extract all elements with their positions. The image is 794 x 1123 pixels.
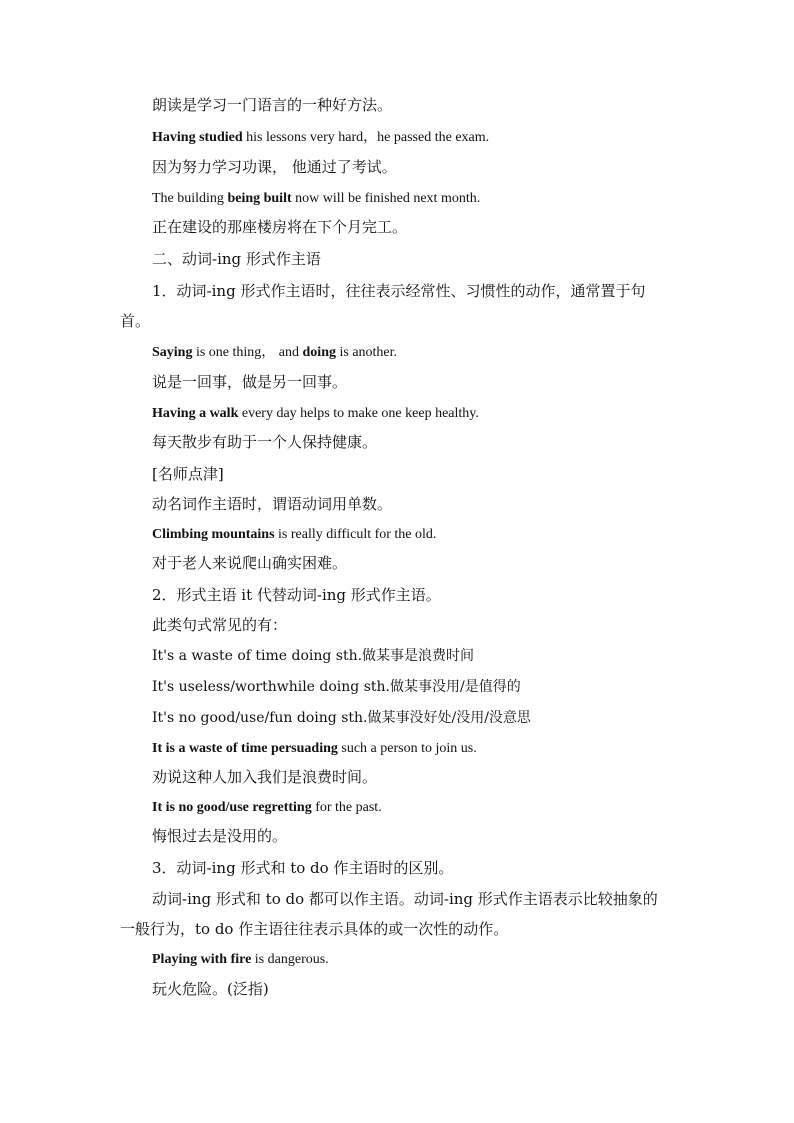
example-sentence — [152, 739, 477, 759]
text: It's useless/worthwhile doing sth.做某事没用/是值得的 — [152, 679, 521, 695]
sentence-pattern — [152, 708, 531, 728]
text: It's no good/use/fun doing sth.做某事没好处/没用/没意思 — [152, 710, 531, 726]
translation — [152, 767, 377, 787]
translation — [152, 157, 397, 177]
text: 说是一回事，做是另一回事。 — [152, 373, 348, 391]
text: 2．形式主语 it 代替动词-ing 形式作主语。 — [152, 586, 441, 604]
text: 二、动词-ing 形式作主语 — [152, 250, 321, 268]
text: 悔恨过去是没用的。 — [152, 827, 288, 845]
bold-phrase: Having a walk — [152, 406, 239, 421]
bold-phrase: Saying — [152, 345, 193, 360]
example-sentence — [152, 404, 479, 424]
text: It's a waste of time doing sth.做某事是浪费时间 — [152, 648, 475, 664]
example-sentence — [152, 343, 397, 363]
text: 因为努力学习功课， 他通过了考试。 — [152, 158, 397, 176]
text: is really difficult for the old. — [274, 527, 437, 542]
text: 劝说这种人加入我们是浪费时间。 — [152, 768, 378, 786]
translation — [152, 553, 347, 573]
sentence-pattern — [152, 646, 474, 666]
text: 玩火危险。(泛指) — [152, 980, 269, 998]
bold-phrase: It is a waste of time persuading — [152, 741, 338, 756]
example-sentence — [152, 128, 489, 148]
rule-paragraph-continued — [120, 919, 508, 939]
text: 每天散步有助于一个人保持健康。 — [152, 433, 378, 451]
text: 动词-ing 形式和 to do 都可以作主语。动词-ing 形式作主语表示比较抽象的 — [152, 890, 658, 908]
example-sentence — [152, 525, 436, 545]
bold-phrase: Playing with fire — [152, 952, 252, 967]
text: is one thing， and — [192, 345, 303, 360]
text: [名师点津] — [152, 465, 224, 483]
text: 正在建设的那座楼房将在下个月完工。 — [152, 218, 408, 236]
translation — [152, 372, 347, 392]
bold-phrase: being built — [227, 191, 292, 206]
text: his lessons very hard，he passed the exam. — [242, 130, 490, 145]
rule-paragraph — [152, 889, 658, 909]
text: 1．动词-ing 形式作主语时，往往表示经常性、习惯性的动作，通常置于句 — [152, 282, 646, 300]
text: is another. — [335, 345, 398, 360]
bold-phrase: doing — [302, 345, 336, 360]
text: for the past. — [311, 800, 382, 815]
pattern-intro — [152, 615, 287, 635]
bold-phrase: Climbing mountains — [152, 527, 275, 542]
section-heading — [152, 249, 321, 269]
text: every day helps to make one keep healthy. — [238, 406, 479, 421]
bold-phrase: It is no good/use regretting — [152, 800, 312, 815]
rule-paragraph — [152, 858, 453, 878]
tip-text — [152, 494, 392, 514]
chinese-sentence — [152, 95, 392, 115]
tip-label — [152, 464, 224, 484]
sentence-pattern — [152, 677, 521, 697]
translation — [152, 826, 287, 846]
rule-paragraph — [152, 585, 441, 605]
text: 一般行为，to do 作主语往往表示具体的或一次性的动作。 — [120, 920, 509, 938]
text: 3．动词-ing 形式和 to do 作主语时的区别。 — [152, 859, 454, 877]
translation — [152, 979, 269, 999]
text: is dangerous. — [251, 952, 329, 967]
rule-paragraph-continued — [120, 311, 150, 331]
rule-paragraph — [152, 281, 645, 301]
text: 朗读是学习一门语言的一种好方法。 — [152, 96, 393, 114]
translation — [152, 217, 407, 237]
text: such a person to join us. — [337, 741, 477, 756]
text: 对于老人来说爬山确实困难。 — [152, 554, 348, 572]
bold-phrase: Having studied — [152, 130, 243, 145]
text: 动名词作主语时，谓语动词用单数。 — [152, 495, 393, 513]
example-sentence — [152, 798, 382, 818]
example-sentence — [152, 950, 329, 970]
translation — [152, 432, 377, 452]
text: now will be finished next month. — [291, 191, 481, 206]
text: The building — [152, 191, 228, 206]
text: 首。 — [120, 312, 151, 330]
example-sentence — [152, 189, 480, 209]
text: 此类句式常见的有： — [152, 616, 288, 634]
